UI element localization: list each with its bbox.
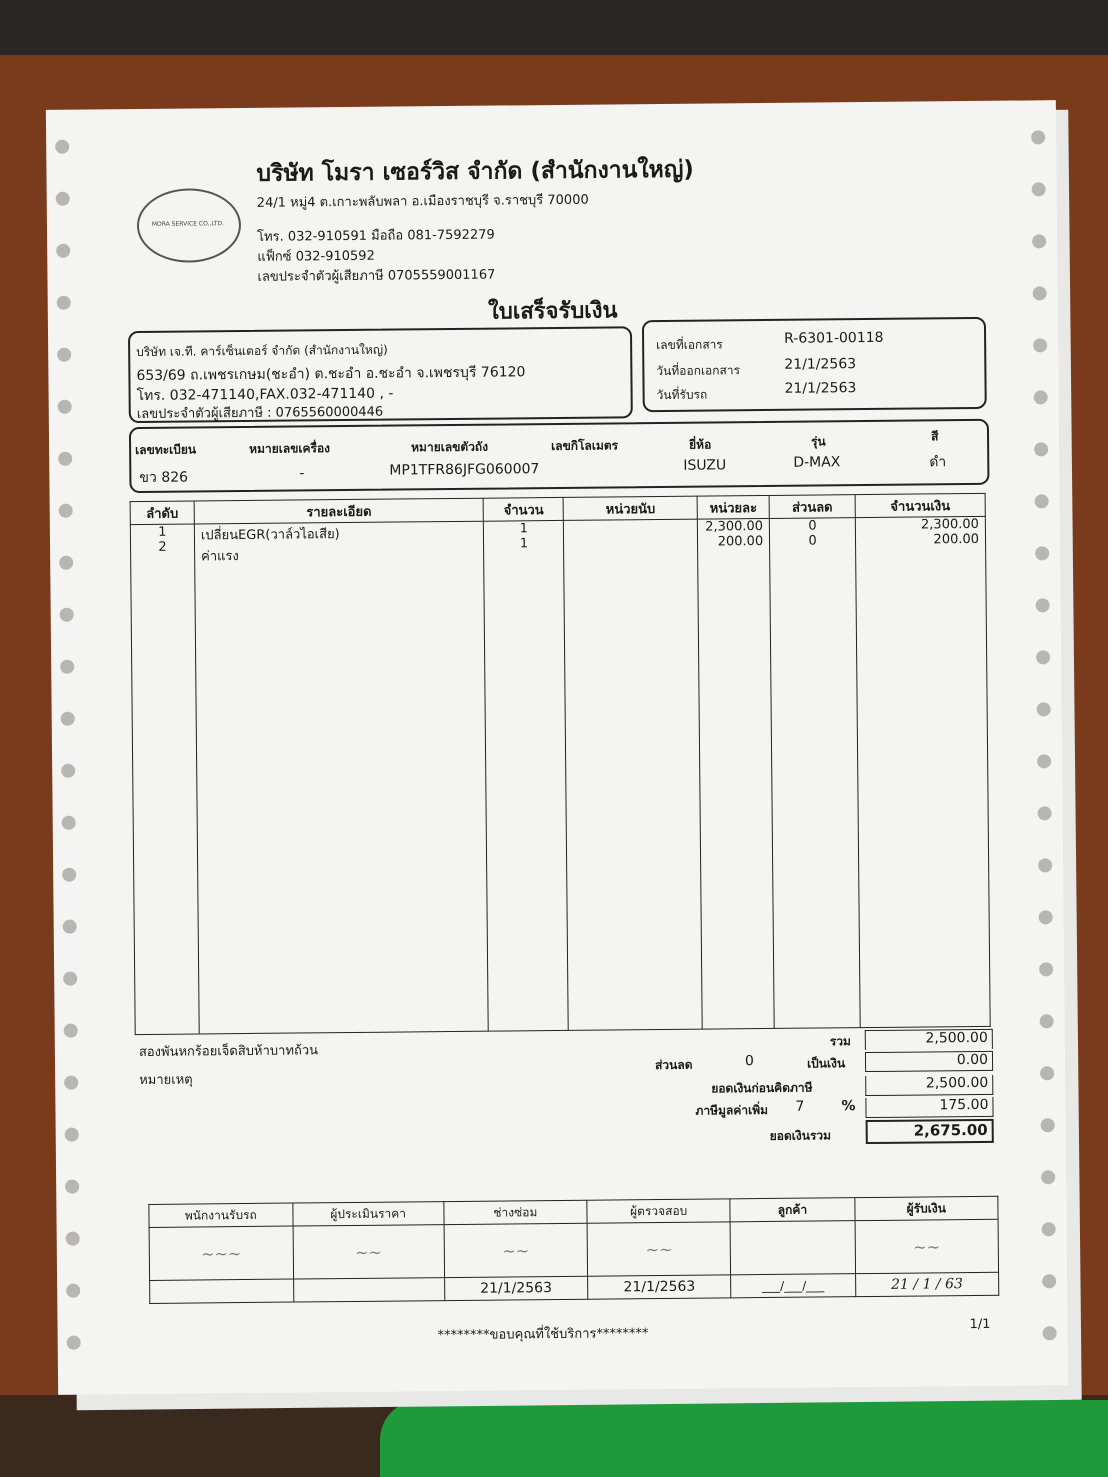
signature-mark [730, 1221, 855, 1275]
sig-date: 21/1/2563 [588, 1275, 732, 1299]
tractor-hole [64, 1076, 78, 1090]
tractor-hole [63, 972, 77, 986]
company-tax-id: เลขประจำตัวผู้เสียภาษี 0705559001167 [257, 267, 496, 285]
vat-rate: 7 [795, 1098, 805, 1115]
company-address: 24/1 หมู่4 ต.เกาะพลับพลา อ.เมืองราชบุรี จ.ราชบุรี 70000 [256, 192, 589, 211]
tractor-hole [1042, 1274, 1056, 1288]
signature-mark: ~~ [587, 1222, 731, 1276]
grand-total-value: 2,675.00 [866, 1119, 994, 1144]
tractor-hole [66, 1284, 80, 1298]
vehicle-plate: ขว 826 [139, 469, 189, 486]
tractor-hole [65, 1180, 79, 1194]
background-desk-top [0, 0, 1108, 55]
vehicle-mileage-label: เลขกิโลเมตร [551, 438, 619, 454]
item-qty: 1 [519, 521, 529, 537]
item-no: 2 [158, 539, 167, 555]
discount-label: ส่วนลด [654, 1057, 693, 1073]
sig-date [293, 1278, 444, 1302]
sig-header: ผู้ประเมินราคา [293, 1202, 444, 1226]
receive-date: 21/1/2563 [784, 380, 857, 397]
doc-no: R-6301-00118 [784, 329, 884, 347]
signature-mark: ~~ [855, 1219, 999, 1273]
tractor-hole [61, 712, 75, 726]
discount-value: 0 [744, 1053, 755, 1070]
tractor-hole [58, 452, 72, 466]
page-number: 1/1 [969, 1316, 991, 1333]
tractor-hole [1031, 130, 1045, 144]
vat-label: ภาษีมูลค่าเพิ่ม [695, 1102, 769, 1118]
item-discount: 0 [808, 533, 817, 549]
tractor-hole [1041, 1118, 1055, 1132]
vat-percent: % [841, 1098, 856, 1115]
vehicle-chassis: MP1TFR86JFG060007 [389, 461, 540, 479]
tractor-hole [63, 920, 77, 934]
signature-mark-row [149, 1219, 998, 1280]
tractor-hole [1043, 1326, 1057, 1340]
vehicle-color-label: สี [930, 429, 939, 444]
tractor-hole [1040, 1014, 1054, 1028]
item-unit [570, 520, 691, 521]
tractor-hole [66, 1232, 80, 1246]
vehicle-model: D-MAX [793, 454, 841, 471]
tractor-hole [65, 1128, 79, 1142]
tractor-hole [1038, 806, 1052, 820]
sig-date [150, 1279, 294, 1303]
sig-date: 21/1/2563 [444, 1276, 588, 1300]
issue-date-label: วันที่ออกเอกสาร [656, 363, 741, 379]
tractor-hole [1032, 234, 1046, 248]
item-price: 2,300.00 [705, 519, 764, 535]
vehicle-color: ดำ [929, 454, 947, 471]
tractor-hole [1035, 546, 1049, 560]
vehicle-plate-label: เลขทะเบียน [135, 442, 197, 458]
tractor-hole [67, 1336, 81, 1350]
item-desc: ค่าแรง [201, 549, 239, 565]
tractor-hole [1036, 598, 1050, 612]
signature-mark: ~~~ [149, 1226, 293, 1280]
vehicle-engine: - [299, 465, 305, 482]
amount-in-words: สองพันหกร้อยเจ็ดสิบห้าบาทถ้วน [138, 1043, 319, 1061]
col-qty-header: จำนวน [484, 497, 564, 521]
pre-vat-value: 2,500.00 [865, 1075, 993, 1096]
tractor-hole [1041, 1170, 1055, 1184]
item-desc: เปลี่ยนEGR(วาล์วไอเสีย) [200, 527, 340, 544]
issue-date: 21/1/2563 [784, 356, 857, 373]
sig-date: 21 / 1 / 63 [855, 1272, 999, 1296]
tractor-hole [59, 556, 73, 570]
receive-date-label: วันที่รับรถ [656, 387, 708, 403]
signature-mark: ~~ [293, 1225, 445, 1279]
sig-header: ผู้ตรวจสอบ [587, 1199, 731, 1223]
tractor-hole [1036, 650, 1050, 664]
tractor-hole [56, 192, 70, 206]
remark-label: หมายเหตุ [139, 1072, 193, 1089]
tractor-hole [1037, 754, 1051, 768]
tractor-hole [1042, 1222, 1056, 1236]
tractor-hole [61, 764, 75, 778]
tractor-hole [62, 868, 76, 882]
item-amount: 2,300.00 [920, 516, 979, 533]
sum-value: 2,500.00 [865, 1029, 993, 1050]
item-unit [570, 520, 691, 521]
signature-mark: ~~ [444, 1223, 588, 1277]
items-table [130, 493, 991, 1035]
discount-money-label: เป็นเงิน [806, 1056, 846, 1071]
company-fax: แฟ็กซ์ 032-910592 [257, 248, 375, 265]
company-phone: โทร. 032-910591 มือถือ 081-7592279 [257, 227, 495, 245]
tractor-hole [60, 660, 74, 674]
tractor-hole [55, 140, 69, 154]
tractor-hole [1039, 962, 1053, 976]
item-amount: 200.00 [933, 531, 980, 548]
pre-vat-label: ยอดเงินก่อนคิดภาษี [711, 1080, 813, 1096]
tractor-hole [1037, 702, 1051, 716]
vehicle-chassis-label: หมายเลขตัวถัง [411, 439, 489, 455]
vehicle-model-label: รุ่น [811, 434, 826, 449]
vehicle-box [129, 419, 990, 493]
tractor-hole [1033, 338, 1047, 352]
item-discount: 0 [808, 518, 817, 534]
tractor-hole [60, 608, 74, 622]
company-name: บริษัท โมรา เซอร์วิส จำกัด (สำนักงานใหญ่) [256, 156, 695, 187]
tractor-hole [57, 348, 71, 362]
tractor-hole [1034, 442, 1048, 456]
col-unit-header: หน่วยนับ [564, 496, 698, 520]
discount-money: 0.00 [865, 1051, 993, 1072]
doc-no-label: เลขที่เอกสาร [656, 337, 723, 353]
document-title: ใบเสร็จรับเงิน [487, 298, 618, 325]
tractor-hole [62, 816, 76, 830]
item-qty: 1 [519, 536, 529, 552]
signature-table [148, 1196, 999, 1304]
vehicle-engine-label: หมายเลขเครื่อง [249, 441, 331, 456]
vehicle-brand-label: ยี่ห้อ [689, 437, 712, 452]
tractor-hole [1034, 390, 1048, 404]
tractor-hole [64, 1024, 78, 1038]
tractor-hole [1040, 1066, 1054, 1080]
col-no-header: ลำดับ [130, 501, 194, 525]
customer-box [128, 326, 633, 423]
doc-info-box [642, 317, 987, 412]
thanks-note: ********ขอบคุณที่ใช้บริการ******** [437, 1326, 649, 1344]
col-price-header: หน่วยละ [697, 495, 769, 519]
tractor-hole [59, 504, 73, 518]
col-desc-header: รายละเอียด [194, 498, 484, 524]
sig-date: ___/___/___ [731, 1274, 855, 1298]
sig-header: พนักงานรับรถ [149, 1203, 293, 1227]
table-row [130, 516, 990, 1034]
sig-header: ช่างซ่อม [444, 1200, 588, 1224]
grand-total-label: ยอดเงินรวม [769, 1128, 832, 1143]
tractor-hole [56, 244, 70, 258]
tractor-hole [1035, 494, 1049, 508]
tractor-hole [1032, 182, 1046, 196]
customer-name: บริษัท เจ.ที. คาร์เซ็นเตอร์ จำกัด (สำนักงานใหญ่) [136, 342, 388, 360]
vehicle-brand: ISUZU [683, 457, 727, 474]
item-price: 200.00 [717, 534, 764, 550]
customer-tax-id: เลขประจำตัวผู้เสียภาษี : 0765560000446 [136, 404, 384, 423]
receipt-sheet [46, 100, 1068, 1395]
tractor-hole [58, 400, 72, 414]
col-discount-header: ส่วนลด [769, 495, 855, 519]
tractor-hole [1038, 858, 1052, 872]
company-logo-text: MORA SERVICE CO.,LTD. [151, 220, 225, 228]
customer-address: 653/69 ถ.เพชรเกษม(ชะอำ) ต.ชะอำ อ.ชะอำ จ.เพชรบุรี 76120 [136, 364, 526, 385]
vat-value: 175.00 [865, 1097, 993, 1118]
sum-label: รวม [829, 1034, 851, 1049]
sig-header: ลูกค้า [730, 1198, 854, 1222]
col-amount-header: จำนวนเงิน [855, 493, 985, 517]
background-green-object [380, 1400, 1108, 1477]
sig-header: ผู้รับเงิน [854, 1196, 998, 1220]
item-no: 1 [158, 524, 167, 540]
customer-phone: โทร. 032-471140,FAX.032-471140 , - [136, 385, 394, 405]
tractor-hole [1039, 910, 1053, 924]
